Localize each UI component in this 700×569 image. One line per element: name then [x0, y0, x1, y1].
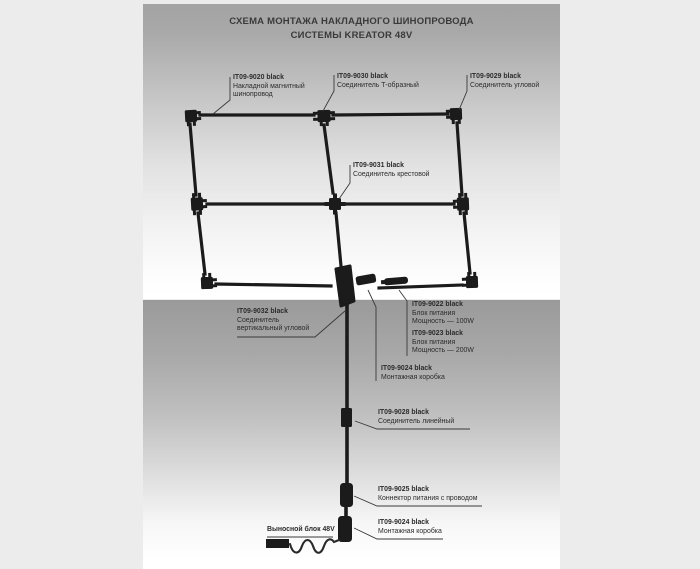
title-line-2: СИСТЕМЫ KREATOR 48V: [290, 30, 413, 41]
part-description: вертикальный угловой: [237, 325, 310, 333]
track-segment: [198, 213, 205, 274]
part-description: Соединитель Т-образный: [337, 81, 419, 89]
part-code: IT09-9022 black: [412, 301, 463, 308]
corner-connector-top-right: [446, 108, 463, 125]
cross-connector: [325, 194, 346, 215]
part-description: Монтажная коробка: [381, 373, 445, 381]
mounting-box-bottom-shape: [338, 516, 352, 542]
label-power-connector: [378, 486, 477, 503]
title-line-1: СХЕМА МОНТАЖА НАКЛАДНОГО ШИНОПРОВОДА: [229, 16, 474, 27]
track-segment: [336, 213, 341, 266]
part-code: IT09-9031 black: [353, 162, 404, 169]
part-code: IT09-9024 black: [378, 519, 429, 526]
mounting-box-top-shape: [355, 273, 376, 285]
label-mounting-box-top: [381, 365, 445, 382]
part-description: Соединитель крестовой: [353, 170, 430, 178]
part-description: шинопровод: [233, 91, 273, 99]
corner-connector-bottom-right: [462, 272, 479, 289]
leader-t-connector-label: [323, 75, 334, 111]
part-description: Мощность — 200W: [412, 347, 474, 355]
label-track: [233, 74, 305, 100]
label-vertical-corner-connector: [237, 308, 309, 334]
leader-track-label: [213, 77, 230, 114]
part-description: Соединитель линейный: [378, 417, 455, 425]
part-description: Блок питания: [412, 309, 456, 317]
linear-connector-shape: [341, 408, 352, 427]
part-description: Монтажная коробка: [378, 527, 442, 535]
track-segment: [324, 125, 333, 193]
label-psu-200w: [412, 330, 474, 356]
label-t-connector: [337, 73, 419, 90]
part-description: Блок питания: [412, 338, 456, 346]
track-segment: [333, 114, 448, 115]
part-code: IT09-9020 black: [233, 74, 284, 81]
part-code: IT09-9023 black: [412, 330, 463, 337]
leader-mounting-box-top-label: [368, 290, 376, 381]
part-code: IT09-9030 black: [337, 73, 388, 80]
track-segment: [216, 284, 331, 286]
t-connector-mid-left: [190, 192, 207, 215]
part-description: Соединитель: [237, 316, 280, 324]
leader-psu-labels: [399, 290, 407, 356]
corner-connector-top-left: [185, 109, 202, 126]
leader-cross-connector-label: [339, 165, 350, 199]
power-supply-shape: [381, 276, 409, 285]
track-segment: [190, 124, 196, 195]
part-description: Коннектор питания с проводом: [378, 494, 478, 502]
part-description: Соединитель угловой: [470, 81, 540, 89]
vertical-corner-connector-shape: [336, 266, 354, 306]
corner-connector-bottom-left: [201, 273, 218, 290]
part-description: Накладной магнитный: [233, 82, 305, 90]
external-block-shape: [266, 539, 289, 548]
part-code: IT09-9032 black: [237, 308, 288, 315]
power-connector-shape: [340, 483, 353, 507]
label-external-block: [267, 526, 335, 535]
track-segment: [379, 285, 462, 288]
label-psu-100w: [412, 301, 474, 327]
part-code: IT09-9028 black: [378, 409, 429, 416]
label-linear-connector: [378, 409, 454, 426]
part-code: IT09-9029 black: [470, 73, 521, 80]
track-segment: [464, 213, 470, 273]
part-code: IT09-9024 black: [381, 365, 432, 372]
label-mounting-box-bottom: [378, 519, 442, 536]
track-segment: [457, 123, 462, 195]
label-corner-connector: [470, 73, 539, 90]
leader-corner-connector-label: [459, 75, 467, 110]
label-cross-connector: [353, 162, 430, 179]
supply-cord: [290, 539, 339, 552]
part-description: Мощность — 100W: [412, 318, 474, 326]
part-description: Выносной блок 48V: [267, 526, 335, 533]
part-code: IT09-9025 black: [378, 486, 429, 493]
